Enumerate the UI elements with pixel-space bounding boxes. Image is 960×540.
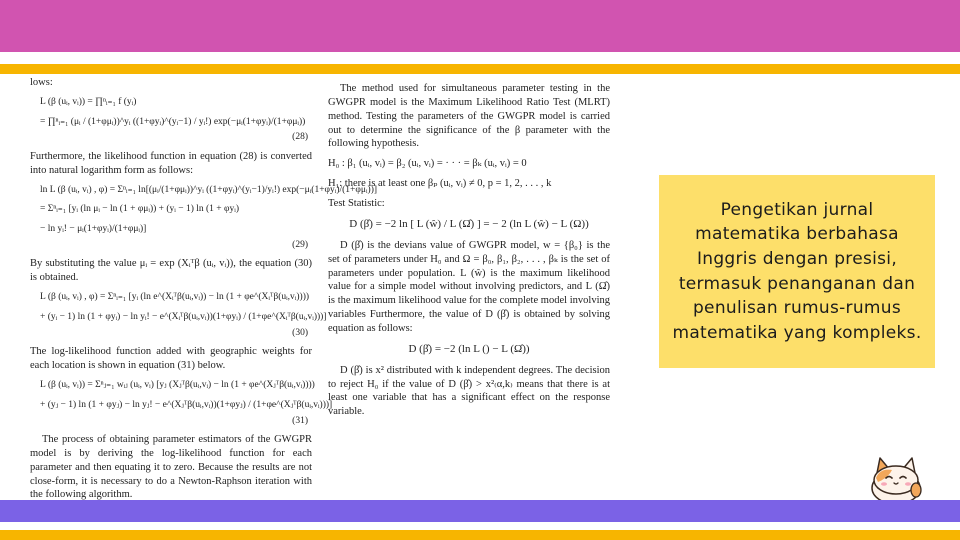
equation: + (yⱼ − 1) ln (1 + φyⱼ) − ln yⱼ! − e^(Xⱼᵀβ(uᵢ,vᵢ))(1+φyⱼ) / (1+φe^(Xⱼᵀβ(uᵢ,vᵢ)))]	[40, 399, 333, 410]
paragraph: H₀ : β₁ (uᵢ, vᵢ) = β₂ (uᵢ, vᵢ) = · · · = βₖ (uᵢ, vᵢ) = 0	[328, 158, 527, 170]
equation-number: (30)	[292, 327, 308, 338]
equation-number: (28)	[292, 132, 308, 143]
paragraph: H₁: there is at least one βₚ (uᵢ, vᵢ) ≠ 0, p = 1, 2, . . . , k	[328, 178, 552, 190]
callout-line: penulisan rumus-rumus	[692, 298, 902, 319]
callout-line: Pengetikan jurnal	[720, 199, 874, 220]
callout-box	[659, 175, 935, 368]
paragraph: lows:	[30, 77, 53, 88]
top-accent-stripe	[0, 64, 960, 74]
paragraph: By substituting the value μᵢ = exp (Xᵢᵀβ (uᵢ, vᵢ)), the equation (30) is obtained.	[30, 258, 312, 284]
equation: ln L (β (uᵢ, vᵢ) , φ) = Σⁿᵢ₌₁ ln[(μᵢ/(1+φμᵢ))^yᵢ ((1+φyᵢ)^(yᵢ−1)/yᵢ!) exp(−μᵢ(1+φyᵢ)/(1+φμᵢ))]	[40, 184, 378, 195]
paragraph: Furthermore, the likelihood function in equation (28) is converted into natural logarithm form as follows:	[30, 150, 312, 176]
paragraph: The log-likelihood function added with geographic weights for each location is shown in equation (31) below.	[30, 346, 312, 372]
paragraph: The process of obtaining parameter estimators of the GWGPR model is by deriving the log-likelihood function for each parameter and then equating it to zero. Because the results are not close-form, it is necessary to do a Newton-Raphson iteration with the following algorithm.	[30, 434, 312, 500]
paragraph: The method used for simultaneous parameter testing in the GWGPR model is the Maximum Likelihood Ratio Test (MLRT) method. Testing the parameters of the GWGPR model is carried out to determine the significance of the β parameter with the following hypothesis.	[328, 83, 610, 150]
paragraph: D (β̂) is the devians value of GWGPR model, w = {β₀} is the set of parameters under H₀ and Ω = β₀, β₁, β₂, . . . , βₖ is the set of parameters under population. L (ŵ) is the maximum likelihood value for a simple model without involving predictors, and L (Ω̂) is the maximum likelihood value for the complete model involving variables Furthermore, the value of D (β̂) is obtained by solving equation as follows:	[328, 239, 610, 334]
bottom-color-band	[0, 500, 960, 522]
equation: D (β̂) = −2 (ln L () − L (Ω̂))	[408, 342, 530, 355]
cat-icon	[864, 448, 928, 504]
equation: = ∏ⁿᵢ₌₁ (μᵢ / (1+φμᵢ))^yᵢ ((1+φyᵢ)^(yᵢ−1) / yᵢ!) exp(−μᵢ(1+φyᵢ)/(1+φμᵢ))	[40, 116, 306, 127]
equation: = Σⁿᵢ₌₁ [yᵢ (ln μᵢ − ln (1 + φμᵢ)) + (yᵢ − 1) ln (1 + φyᵢ)	[40, 204, 239, 215]
callout-line: Inggris dengan presisi,	[696, 248, 898, 269]
equation: + (yᵢ − 1) ln (1 + φyᵢ) − ln yᵢ! − e^(Xᵢᵀβ(uᵢ,vᵢ))(1+φyᵢ) / (1+φe^(Xᵢᵀβ(uᵢ,vᵢ)))]	[40, 311, 327, 322]
callout-line: matematika berbahasa	[695, 224, 899, 245]
callout-line: matematika yang kompleks.	[672, 322, 922, 343]
equation: − ln yᵢ! − μᵢ(1+φyᵢ)/(1+φμᵢ)]	[40, 224, 147, 235]
equation: D (β̂) = −2 ln [ L (ŵ) / L (Ω̂) ] = − 2 (ln L (ŵ) − L (Ω))	[349, 217, 589, 230]
equation: L (β (uᵢ, vᵢ)) = Σⁿⱼ₌₁ wᵢⱼ (uᵢ, vᵢ) [yⱼ (Xⱼᵀβ(uᵢ,vᵢ) − ln (1 + φe^(Xⱼᵀβ(uᵢ,vᵢ))))	[40, 379, 315, 390]
paragraph: Test Statistic:	[328, 198, 385, 210]
equation-number: (31)	[292, 415, 308, 426]
paragraph: D (β̂) is x² distributed with k independent degrees. The decision to reject H₀ if the value of D (β̂) > x²₍α,k₎ means that there is at least one variable that has a significant effect on the response variable.	[328, 364, 610, 418]
equation: L (β (uᵢ, vᵢ)) = ∏ⁿᵢ₌₁ f (yᵢ)	[40, 96, 137, 107]
equation-number: (29)	[292, 239, 308, 250]
callout-text	[672, 198, 921, 346]
callout-line: termasuk penanganan dan	[678, 273, 916, 294]
bottom-accent-stripe	[0, 530, 960, 540]
equation: L (β (uᵢ, vᵢ) , φ) = Σⁿᵢ₌₁ [yᵢ (ln e^(Xᵢᵀβ(uᵢ,vᵢ)) − ln (1 + φe^(Xᵢᵀβ(uᵢ,vᵢ))))	[40, 292, 310, 303]
journal-excerpt	[28, 76, 618, 500]
right-column	[328, 82, 610, 425]
top-color-band	[0, 0, 960, 52]
